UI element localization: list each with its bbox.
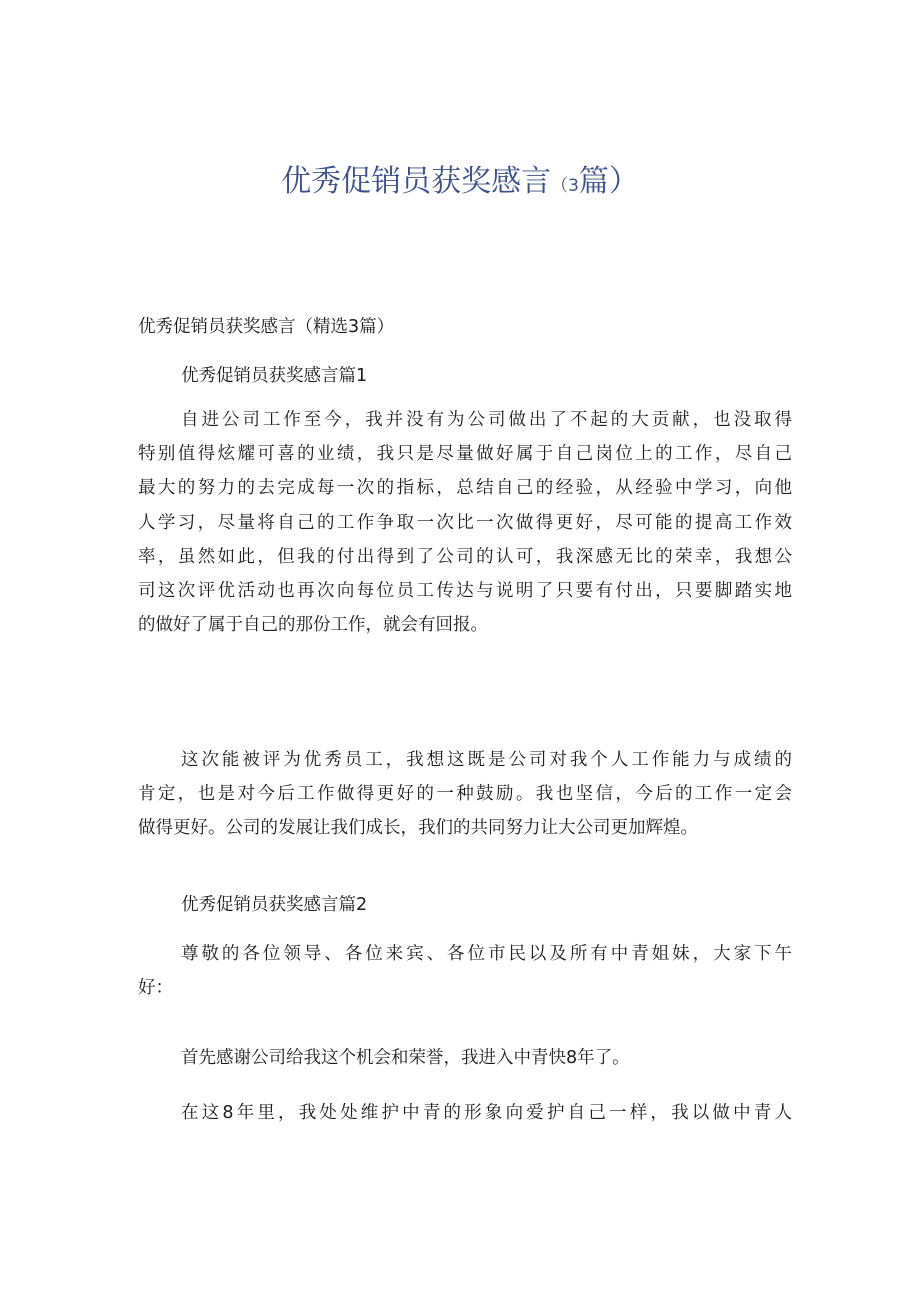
title-count: 3 bbox=[568, 176, 579, 196]
paragraph-3 bbox=[138, 937, 792, 1005]
title-paren-open: （ bbox=[551, 176, 569, 196]
paragraph-line: 在这8年里，我处处维护中青的形象向爱护自己一样，我以做中青人 bbox=[181, 1103, 792, 1123]
title-paren-close: 篇） bbox=[578, 164, 639, 199]
paragraph-line: 尊敬的各位领导、各位来宾、各位市民以及所有中青姐妹，大家下午 bbox=[181, 944, 792, 964]
paragraph-line: 好： bbox=[138, 978, 173, 999]
section2-heading: 优秀促销员获奖感言篇2 bbox=[181, 895, 368, 915]
paragraph-line: 的做好了属于自己的那份工作，就会有回报。 bbox=[138, 615, 488, 636]
document-subtitle: 优秀促销员获奖感言（精选3篇） bbox=[138, 317, 395, 337]
paragraph-2 bbox=[138, 743, 792, 846]
paragraph-5 bbox=[138, 1096, 792, 1130]
paragraph-line: 肯定，也是对今后工作做得更好的一种鼓励。我也坚信，今后的工作一定会 bbox=[138, 784, 792, 805]
document-title bbox=[0, 160, 920, 208]
paragraph-line: 人学习，尽量将自己的工作争取一次比一次做得更好，尽可能的提高工作效 bbox=[138, 512, 792, 533]
section1-heading: 优秀促销员获奖感言篇1 bbox=[181, 366, 368, 386]
paragraph-line: 最大的努力的去完成每一次的指标，总结自己的经验，从经验中学习，向他 bbox=[138, 478, 792, 499]
paragraph-line: 做得更好。公司的发展让我们成长，我们的共同努力让大公司更加辉煌。 bbox=[138, 818, 698, 839]
paragraph-line: 特别值得炫耀可喜的业绩，我只是尽量做好属于自己岗位上的工作，尽自己 bbox=[138, 444, 792, 465]
paragraph-line: 司这次评优活动也再次向每位员工传达与说明了只要有付出，只要脚踏实地 bbox=[138, 580, 792, 601]
title-text: 优秀促销员获奖感言 bbox=[281, 164, 552, 199]
paragraph-1 bbox=[138, 403, 792, 642]
paragraph-4 bbox=[181, 1041, 792, 1075]
paragraph-line: 这次能被评为优秀员工，我想这既是公司对我个人工作能力与成绩的 bbox=[181, 750, 792, 770]
paragraph-line: 自进公司工作至今，我并没有为公司做出了不起的大贡献，也没取得 bbox=[181, 410, 792, 430]
paragraph-line: 率，虽然如此，但我的付出得到了公司的认可，我深感无比的荣幸，我想公 bbox=[138, 546, 792, 567]
paragraph-line: 首先感谢公司给我这个机会和荣誉，我进入中青快8年了。 bbox=[181, 1048, 630, 1068]
